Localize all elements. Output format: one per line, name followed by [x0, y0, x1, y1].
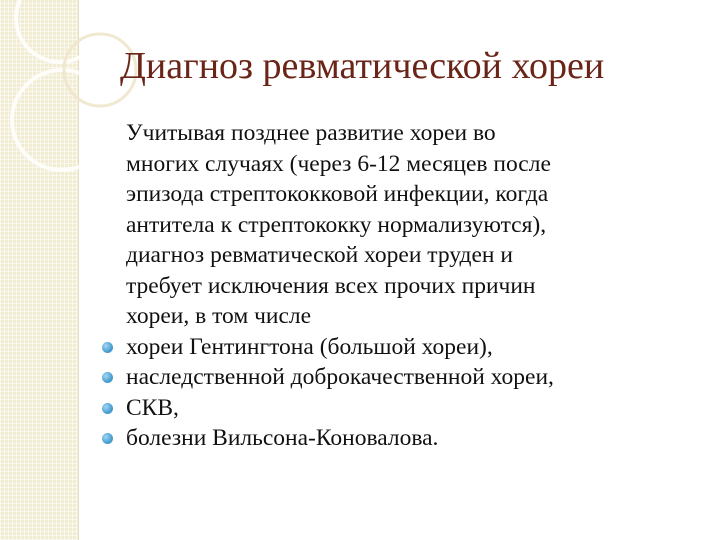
bullet-dot-icon: [102, 433, 113, 444]
paragraph-line: многих случаях (через 6-12 месяцев после: [126, 150, 551, 177]
slide-title: Диагноз ревматической хореи: [120, 45, 605, 87]
list-item-text: болезни Вильсона-Коновалова.: [126, 425, 439, 451]
list-item-text: наследственной доброкачественной хореи,: [126, 364, 554, 390]
paragraph-line: хореи, в том числе: [126, 303, 312, 329]
list-item: [102, 393, 706, 424]
list-item: [102, 332, 706, 363]
bullet-dot-icon: [102, 372, 113, 383]
intro-paragraph: [126, 118, 706, 332]
list-item-text: хореи Гентингтона (большой хореи),: [126, 333, 493, 360]
bullet-dot-icon: [102, 342, 113, 353]
paragraph-line: антитела к стрептококку нормализуются),: [126, 211, 547, 238]
list-item: [102, 362, 706, 393]
bullet-dot-icon: [102, 403, 113, 414]
decorative-rings: [0, 0, 140, 220]
paragraph-line: требует исключения всех прочих причин: [126, 272, 536, 299]
list-item: [102, 423, 706, 454]
cause-list: [126, 332, 706, 454]
paragraph-line: Учитывая позднее развитие хореи во: [126, 120, 496, 146]
paragraph-line: эпизода стрептококковой инфекции, когда: [126, 181, 549, 207]
slide-body: [126, 118, 706, 454]
paragraph-line: диагноз ревматической хореи труден и: [126, 242, 513, 268]
list-item-text: СКВ,: [126, 394, 179, 421]
